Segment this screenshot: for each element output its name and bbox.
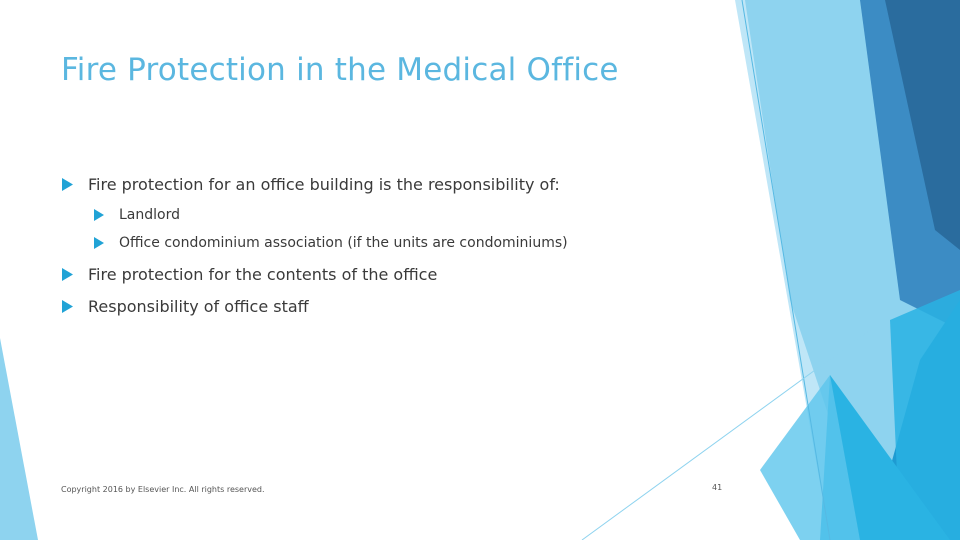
diamond-bullet-icon [94, 237, 104, 249]
bullet-item [88, 265, 437, 284]
bullet-item [119, 207, 180, 223]
bullet-text: Landlord [119, 207, 180, 223]
bullet-text: Fire protection for an office building is the responsibility of: [88, 175, 560, 194]
bullet-item [119, 235, 568, 251]
page-number: 41 [712, 483, 723, 492]
bullet-text: Responsibility of office staff [88, 297, 309, 316]
diamond-bullet-icon [62, 300, 73, 313]
bullet-item [88, 297, 309, 316]
slide-title: Fire Protection in the Medical Office [61, 52, 619, 88]
bullet-item [88, 175, 560, 194]
diamond-bullet-icon [94, 209, 104, 221]
diamond-bullet-icon [62, 268, 73, 281]
bullet-text: Office condominium association (if the units are condominiums) [119, 235, 568, 251]
copyright-footer: Copyright 2016 by Elsevier Inc. All rights reserved. [61, 485, 265, 494]
diamond-bullet-icon [62, 178, 73, 191]
bullet-text: Fire protection for the contents of the office [88, 265, 438, 284]
